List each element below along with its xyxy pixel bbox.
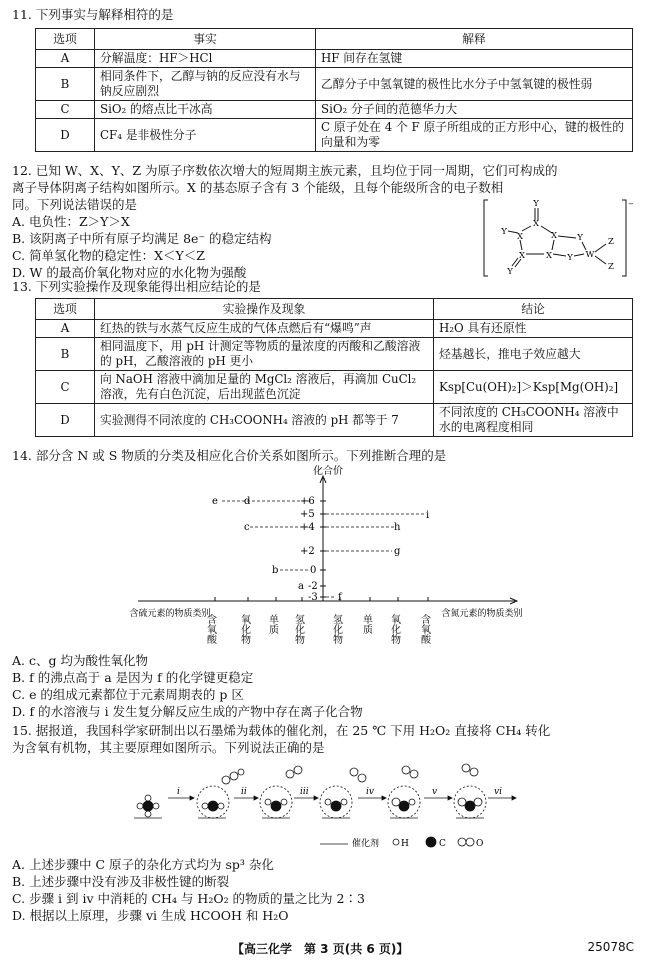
table-row bbox=[36, 68, 633, 101]
y-tick: +4 bbox=[300, 522, 315, 533]
cell: 不同浓度的 CH₃COONH₄ 溶液中水的电离程度相同 bbox=[434, 404, 633, 437]
q14-option-d: D. f 的水溶液与 i 发生复分解反应生成的产物中存在离子化合物 bbox=[12, 704, 363, 719]
step-label: iii bbox=[300, 787, 309, 797]
cell: 相同温度下，用 pH 计测定等物质的量浓度的丙酸和乙酸溶液的 pH，乙酸溶液的 pH 更小 bbox=[95, 338, 434, 371]
q14-option-c: C. e 的组成元素都位于元素周期表的 p 区 bbox=[12, 687, 244, 702]
header-procedure: 实验操作及现象 bbox=[95, 299, 434, 320]
header-explanation: 解释 bbox=[316, 29, 633, 50]
atom-label: Y bbox=[567, 253, 573, 263]
cell: 向 NaOH 溶液中滴加足量的 MgCl₂ 溶液后，再滴加 CuCl₂ 溶液，先有白色沉淀，后出现蓝色沉淀 bbox=[95, 371, 434, 404]
cell: C bbox=[36, 371, 95, 404]
q12-line: 同。下列说法错误的是 bbox=[12, 197, 138, 212]
y-tick: +2 bbox=[300, 546, 315, 557]
x-category: 单质 bbox=[266, 614, 278, 634]
atom-label: X bbox=[518, 251, 526, 261]
q14-stem: 14. 部分含 N 或 S 物质的分类及相应化合价关系如图所示。下列推断合理的是 bbox=[12, 448, 447, 463]
cell: A bbox=[36, 50, 95, 68]
x-category: 氧化物 bbox=[238, 614, 250, 644]
table-row bbox=[36, 404, 633, 437]
q12-option-c: C. 简单氢化物的稳定性：X＜Y＜Z bbox=[12, 248, 205, 263]
header-option: 选项 bbox=[36, 299, 95, 320]
cell: 乙醇分子中氢氧键的极性比水分子中氢氧键的极性弱 bbox=[316, 68, 633, 101]
legend-h: H bbox=[401, 839, 409, 849]
atom-label: X bbox=[550, 231, 558, 241]
valence-category-chart bbox=[130, 466, 530, 646]
point-label: d bbox=[244, 496, 251, 507]
q11-table bbox=[35, 28, 633, 152]
catalysis-mechanism-diagram bbox=[128, 758, 528, 854]
table-row bbox=[36, 119, 633, 152]
footer-code: 25078C bbox=[587, 940, 634, 954]
x-category: 氧化物 bbox=[388, 614, 400, 644]
y-axis-title: 化合价 bbox=[313, 466, 343, 477]
y-tick: +5 bbox=[300, 509, 315, 520]
anion-structure-diagram bbox=[482, 196, 632, 280]
svg-text:−: − bbox=[628, 200, 634, 208]
step-label: iv bbox=[366, 787, 374, 797]
q14-options bbox=[12, 652, 634, 720]
point-label: a bbox=[298, 581, 304, 592]
cell: C bbox=[36, 101, 95, 119]
legend-o: O bbox=[476, 839, 484, 849]
q15-options bbox=[12, 856, 634, 924]
cell: C 原子处在 4 个 F 原子所组成的正方形中心，键的极性的向量和为零 bbox=[316, 119, 633, 152]
atom-label: W bbox=[585, 250, 595, 260]
x-category: 单质 bbox=[360, 614, 372, 634]
table-row bbox=[36, 371, 633, 404]
y-tick: 0 bbox=[310, 565, 317, 576]
x-category: 含氧酸 bbox=[418, 614, 430, 644]
legend-c: C bbox=[439, 839, 446, 849]
q15-option-d: D. 根据以上原理，步骤 vi 生成 HCOOH 和 H₂O bbox=[12, 908, 289, 923]
cell: 烃基越长，推电子效应越大 bbox=[434, 338, 633, 371]
atom-label: X bbox=[532, 219, 540, 229]
table-header-row bbox=[36, 299, 633, 320]
point-label: h bbox=[394, 522, 401, 533]
q14-option-a: A. c、g 均为酸性氧化物 bbox=[12, 653, 148, 668]
q13-stem: 13. 下列实验操作及现象能得出相应结论的是 bbox=[12, 279, 261, 294]
q15-line: 15. 据报道，我国科学家研制出以石墨烯为载体的催化剂，在 25 ℃ 下用 H₂O₂ 直接将 CH₄ 转化 bbox=[12, 723, 551, 738]
step-label: i bbox=[177, 787, 180, 797]
legend-catalyst: 催化剂 bbox=[352, 839, 380, 849]
table-row bbox=[36, 338, 633, 371]
table-row bbox=[36, 50, 633, 68]
atom-label: Y bbox=[533, 199, 539, 209]
y-tick: -2 bbox=[308, 581, 318, 592]
atom-label: Y bbox=[501, 227, 507, 237]
q12-line: 离子导体阴离子结构如图所示。X 的基态原子含有 3 个能级，且每个能级所含的电子数相 bbox=[12, 180, 504, 195]
q13-table bbox=[35, 298, 633, 437]
y-tick: +6 bbox=[300, 496, 315, 507]
point-label: g bbox=[394, 546, 401, 557]
q14-option-b: B. f 的沸点高于 a 是因为 f 的化学键更稳定 bbox=[12, 670, 254, 685]
cell: HF 间存在氢键 bbox=[316, 50, 633, 68]
q15-option-a: A. 上述步骤中 C 原子的杂化方式均为 sp³ 杂化 bbox=[12, 857, 274, 872]
header-conclusion: 结论 bbox=[434, 299, 633, 320]
x-category: 含氧酸 bbox=[204, 614, 216, 644]
point-label: e bbox=[212, 496, 218, 507]
q15 bbox=[12, 722, 634, 756]
cell: Ksp[Cu(OH)₂]＞Ksp[Mg(OH)₂] bbox=[434, 371, 633, 404]
q12-line: 12. 已知 W、X、Y、Z 为原子序数依次增大的短周期主族元素，且均位于同一周期，它们可构成的 bbox=[12, 163, 558, 178]
cell: 相同条件下，乙醇与钠的反应没有水与钠反应剧烈 bbox=[95, 68, 316, 101]
step-label: v bbox=[432, 787, 438, 797]
x-category: 氢化物 bbox=[330, 614, 342, 644]
q15-option-b: B. 上述步骤中没有涉及非极性键的断裂 bbox=[12, 874, 230, 889]
atom-label: Z bbox=[608, 237, 614, 247]
point-label: f bbox=[338, 592, 342, 603]
q15-line: 为含氧有机物，其主要原理如图所示。下列说法正确的是 bbox=[12, 740, 325, 755]
point-label: i bbox=[426, 510, 430, 521]
table-header-row bbox=[36, 29, 633, 50]
cell: H₂O 具有还原性 bbox=[434, 320, 633, 338]
cell: CF₄ 是非极性分子 bbox=[95, 119, 316, 152]
x-left-categories bbox=[205, 613, 431, 645]
atom-label: Z bbox=[608, 262, 614, 272]
header-fact: 事实 bbox=[95, 29, 316, 50]
x-category: 氢化物 bbox=[292, 614, 304, 644]
cell: SiO₂ 的熔点比干冰高 bbox=[95, 101, 316, 119]
x-right-title: 含氮元素的物质类别 bbox=[441, 609, 523, 619]
q11-stem: 11. 下列事实与解释相符的是 bbox=[12, 7, 174, 22]
cell: 红热的铁与水蒸气反应生成的气体点燃后有“爆鸣”声 bbox=[95, 320, 434, 338]
step-label: vi bbox=[494, 787, 502, 797]
cell: B bbox=[36, 68, 95, 101]
q15-option-c: C. 步骤 i 到 iv 中消耗的 CH₄ 与 H₂O₂ 的物质的量之比为 2∶3 bbox=[12, 891, 365, 906]
atom-label: Y bbox=[577, 233, 583, 243]
x-left-title: 含硫元素的物质类别 bbox=[129, 609, 211, 619]
point-label: b bbox=[272, 565, 279, 576]
cell: SiO₂ 分子间的范德华力大 bbox=[316, 101, 633, 119]
cell: D bbox=[36, 119, 95, 152]
q12-option-a: A. 电负性：Z＞Y＞X bbox=[12, 214, 130, 229]
cell: D bbox=[36, 404, 95, 437]
point-label: c bbox=[244, 522, 250, 533]
table-row bbox=[36, 320, 633, 338]
header-option: 选项 bbox=[36, 29, 95, 50]
atom-label: X bbox=[516, 232, 524, 242]
table-row bbox=[36, 101, 633, 119]
cell: 分解温度：HF＞HCl bbox=[95, 50, 316, 68]
y-tick: -3 bbox=[308, 592, 318, 603]
footer-page-info: 【高三化学 第 3 页(共 6 页)】 bbox=[232, 942, 409, 956]
atom-label: Y bbox=[507, 267, 513, 277]
cell: A bbox=[36, 320, 95, 338]
atom-label: X bbox=[545, 251, 553, 261]
cell: B bbox=[36, 338, 95, 371]
q12-option-b: B. 该阴离子中所有原子均满足 8e⁻ 的稳定结构 bbox=[12, 231, 272, 246]
step-label: ii bbox=[241, 787, 247, 797]
cell: 实验测得不同浓度的 CH₃COONH₄ 溶液的 pH 都等于 7 bbox=[95, 404, 434, 437]
q12-option-d: D. W 的最高价氧化物对应的水化物为强酸 bbox=[12, 265, 247, 280]
